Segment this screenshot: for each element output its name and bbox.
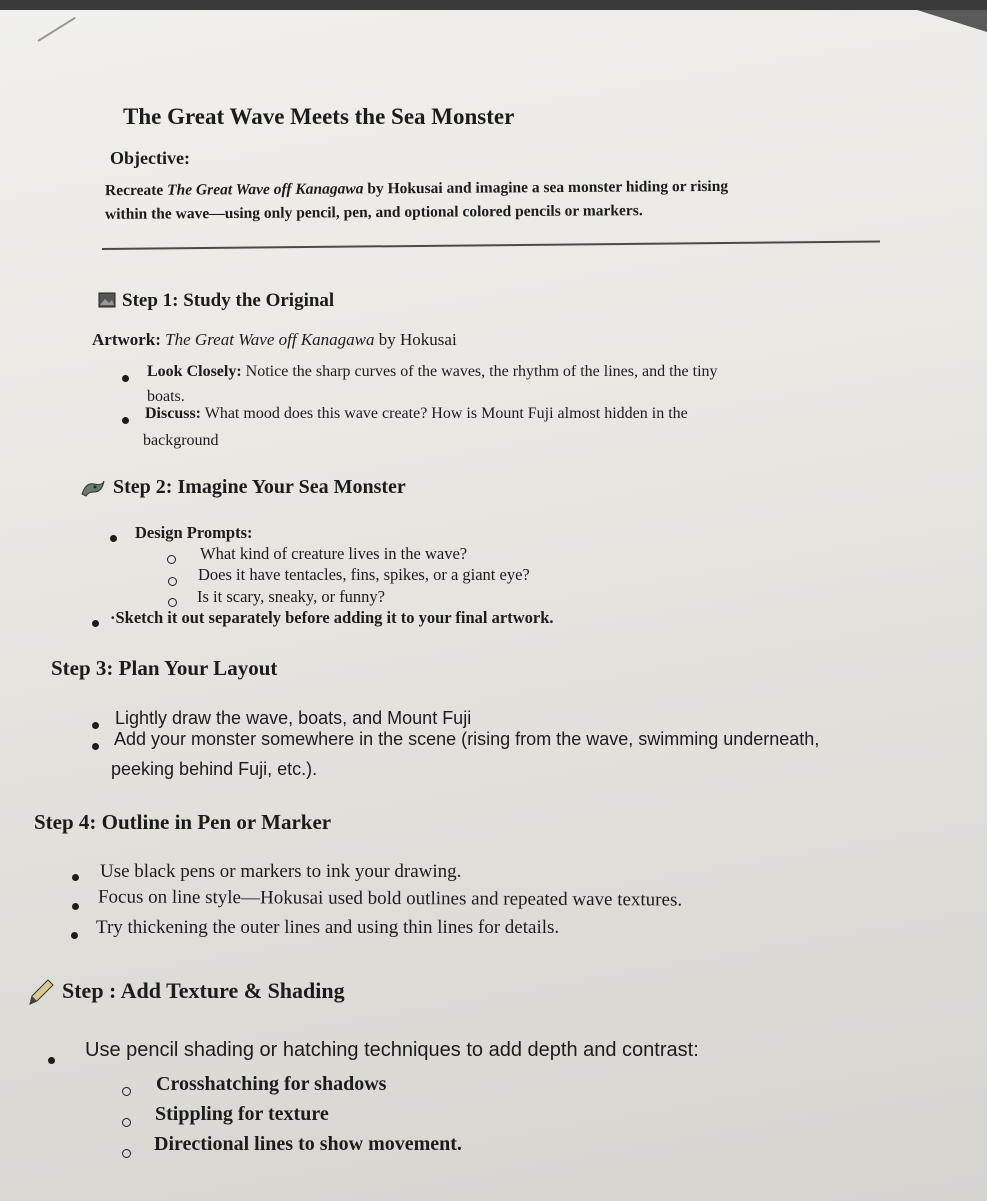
page-title: The Great Wave Meets the Sea Monster xyxy=(123,104,515,129)
step2-prompt: Does it have tentacles, fins, spikes, or a giant eye? xyxy=(198,565,530,584)
objective-line-1: Recreate The Great Wave off Kanagawa by Hokusai and imagine a sea monster hiding or rising xyxy=(104,177,729,200)
step4-item: Use black pens or markers to ink your drawing. xyxy=(100,861,462,882)
step3-item-cont: peeking behind Fuji, etc.). xyxy=(111,759,318,779)
step2-prompt: Is it scary, sneaky, or funny? xyxy=(197,587,386,606)
step3-item: Add your monster somewhere in the scene (rising from the wave, swimming underneath, xyxy=(114,729,820,749)
step2-prompt: What kind of creature lives in the wave? xyxy=(200,544,468,563)
step1-heading: Step 1: Study the Original xyxy=(122,290,335,311)
bullet xyxy=(110,535,117,542)
step5-intro: Use pencil shading or hatching techniques to add depth and contrast: xyxy=(85,1039,699,1061)
sub-bullet xyxy=(167,555,176,564)
step5-heading: Step : Add Texture & Shading xyxy=(62,978,345,1003)
step4-item: Try thickening the outer lines and using thin lines for details. xyxy=(96,917,560,938)
bullet xyxy=(92,743,99,750)
bullet xyxy=(92,722,99,729)
sub-bullet xyxy=(122,1149,131,1158)
bullet xyxy=(122,375,129,382)
divider xyxy=(102,241,880,250)
pencil-mark xyxy=(37,17,75,42)
step1-discuss-cont: background xyxy=(143,432,219,449)
step1-artwork: Artwork: The Great Wave off Kanagawa by Hokusai xyxy=(92,330,457,349)
sea-monster-icon xyxy=(80,478,106,502)
sub-bullet xyxy=(122,1118,131,1127)
objective-label: Objective: xyxy=(110,148,190,168)
step1-look: Look Closely: Notice the sharp curves of the waves, the rhythm of the lines, and the tiny xyxy=(147,363,718,380)
bullet xyxy=(48,1057,55,1064)
bullet xyxy=(72,903,79,910)
step5-item: Stippling for texture xyxy=(155,1103,329,1125)
step5-item: Crosshatching for shadows xyxy=(156,1073,387,1095)
worksheet-page xyxy=(0,10,987,1201)
step3-heading: Step 3: Plan Your Layout xyxy=(51,656,278,680)
page-corner-shadow xyxy=(917,10,987,32)
step4-item: Focus on line style—Hokusai used bold outlines and repeated wave textures. xyxy=(97,886,683,911)
sub-bullet xyxy=(122,1087,131,1096)
bullet xyxy=(72,874,79,881)
step2-heading: Step 2: Imagine Your Sea Monster xyxy=(113,476,406,498)
picture-icon xyxy=(98,292,116,312)
bullet xyxy=(71,932,78,939)
step3-item: Lightly draw the wave, boats, and Mount Fuji xyxy=(115,708,472,728)
step4-heading: Step 4: Outline in Pen or Marker xyxy=(34,810,332,834)
step2-prompts-label: Design Prompts: xyxy=(135,523,253,542)
step5-item: Directional lines to show movement. xyxy=(154,1133,462,1155)
bullet xyxy=(92,620,99,627)
sub-bullet xyxy=(168,598,177,607)
objective-line-2: within the wave—using only pencil, pen, and optional colored pencils or markers. xyxy=(104,202,643,223)
step1-discuss: Discuss: What mood does this wave create? How is Mount Fuji almost hidden in the xyxy=(145,405,688,422)
sub-bullet xyxy=(168,577,177,586)
step2-sketch: ·Sketch it out separately before adding it to your final artwork. xyxy=(110,608,554,627)
step1-look-cont: boats. xyxy=(147,388,185,405)
pencil-icon xyxy=(26,978,54,1012)
bullet xyxy=(122,417,129,424)
